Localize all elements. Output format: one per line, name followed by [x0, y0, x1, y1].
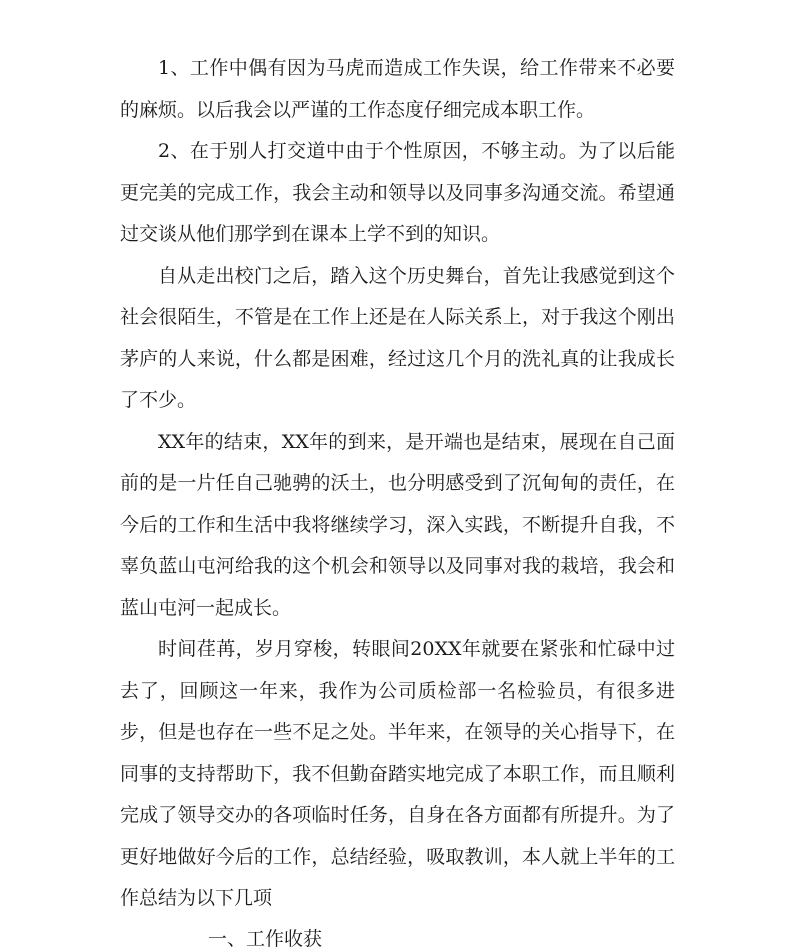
- section-heading-cutoff: 一、工作收获: [208, 928, 323, 950]
- document-body: [120, 48, 675, 920]
- paragraph-4: XX年的结束，XX年的到来，是开端也是结束，展现在自己面前的是一片任自己驰骋的沃土，也分明感受到了沉甸甸的责任，在今后的工作和生活中我将继续学习，深入实践，不断提升自我，不辜负蓝山屯河给我的这个机会和领导以及同事对我的栽培，我会和蓝山屯河一起成长。: [120, 430, 675, 619]
- paragraph-1: 1、工作中偶有因为马虎而造成工作失误，给工作带来不必要的麻烦。以后我会以严谨的工作态度仔细完成本职工作。: [120, 57, 675, 121]
- paragraph-2: 2、在于别人打交道中由于个性原因，不够主动。为了以后能更完美的完成工作，我会主动和领导以及同事多沟通交流。希望通过交谈从他们那学到在课本上学不到的知识。: [120, 140, 675, 245]
- paragraph-3: 自从走出校门之后，踏入这个历史舞台，首先让我感觉到这个社会很陌生，不管是在工作上还是在人际关系上，对于我这个刚出茅庐的人来说，什么都是困难，经过这几个月的洗礼真的让我成长了不少。: [120, 264, 675, 411]
- paragraph-5: 时间荏苒，岁月穿梭，转眼间20XX年就要在紧张和忙碌中过去了，回顾这一年来，我作为公司质检部一名检验员，有很多进步，但是也存在一些不足之处。半年来，在领导的关心指导下，在同事的支持帮助下，我不但勤奋踏实地完成了本职工作，而且顺利完成了领导交办的各项临时任务，自身在各方面都有所提升。为了更好地做好今后的工作，总结经验，吸取教训，本人就上半年的工作总结为以下几项: [120, 638, 675, 909]
